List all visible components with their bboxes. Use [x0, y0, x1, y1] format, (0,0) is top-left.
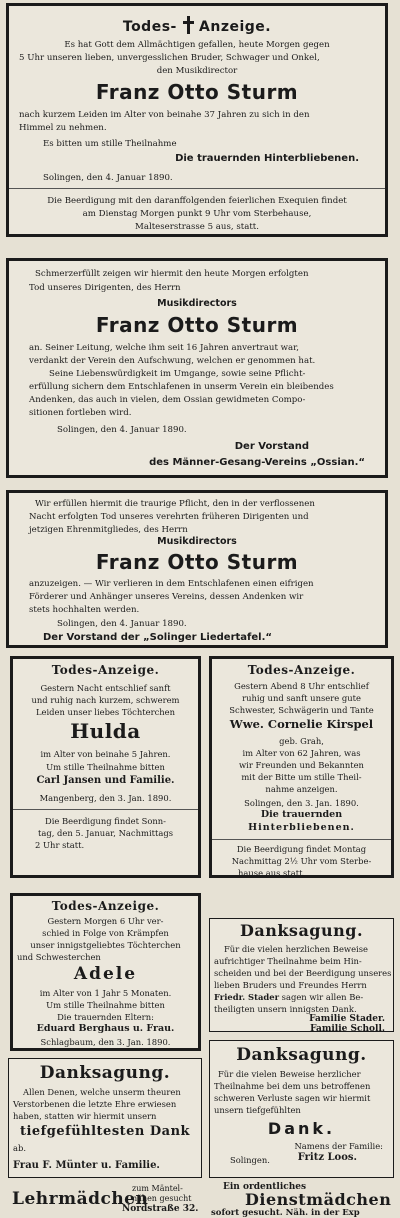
text-line: Theilnahme bei dem uns betroffenen	[214, 1081, 371, 1091]
signature: Frau F. Münter u. Familie.	[13, 1160, 160, 1171]
notice-death-announcement-ossian	[6, 258, 388, 478]
notice-thanks-muenter	[8, 1058, 202, 1178]
text-line: scheiden und bei der Beerdigung unseres	[214, 968, 392, 978]
text-line: nahme anzeigen.	[265, 784, 338, 794]
text-line	[214, 992, 363, 1003]
text-line: Allen Denen, welche unserm theuren	[23, 1087, 181, 1097]
text-line: nähen gesucht	[132, 1194, 192, 1203]
divider	[212, 839, 391, 840]
deceased-name: Franz Otto Sturm	[95, 550, 299, 574]
signature: Fritz Loos.	[297, 1152, 357, 1163]
notice-death-hulda	[10, 656, 201, 878]
notice-heading: Danksagung.	[39, 1063, 171, 1083]
text-line: Gestern Morgen 6 Uhr ver-	[47, 916, 164, 926]
text-line: Tod unseres Dirigenten, des Herrn	[29, 283, 181, 293]
place-date: Solingen, den 4. Januar 1890.	[43, 173, 173, 183]
heading-right: Anzeige.	[199, 19, 272, 35]
text-line: aufrichtiger Theilnahme beim Hin-	[214, 956, 362, 966]
signature: Hinterbliebenen.	[248, 822, 355, 833]
signature: Familie Stader.	[309, 1014, 385, 1024]
text-line: im Alter von 62 Jahren, was	[242, 748, 361, 758]
text-line: stets hochhalten werden.	[29, 605, 140, 615]
address: Nordstraße 32.	[122, 1204, 199, 1214]
text-line: ruhig und sanft unsere gute	[242, 693, 361, 703]
place-date: Schlagbaum, den 3. Jan. 1890.	[40, 1037, 171, 1047]
text-line: Gestern Nacht entschlief sanft	[40, 683, 171, 693]
text-line: zum Mäntel-	[132, 1184, 183, 1193]
text-line: schweren Verluste sagen wir hiermit	[214, 1093, 371, 1103]
emphasis: Dank.	[267, 1119, 336, 1138]
text-line: und ruhig nach kurzem, schwerem	[31, 695, 180, 705]
text-line: Nachmittag 2½ Uhr vom Sterbe-	[231, 856, 372, 866]
text-line: Leiden unser liebes Töchterchen	[35, 707, 176, 717]
notice-death-adele	[10, 893, 201, 1051]
text-line: Für die vielen herzlichen Beweise	[224, 944, 368, 954]
notice-heading: Lehrmädchen	[12, 1189, 149, 1209]
signature: Der Vorstand der „Solinger Liedertafel.“	[43, 632, 272, 643]
deceased-name: Wwe. Cornelie Kirspel	[229, 717, 374, 731]
text-line: erfüllung sichern dem Entschlafenen in unserm Verein ein bleibendes	[29, 382, 334, 392]
notice-heading: Todes-Anzeige.	[51, 899, 160, 913]
notice-death-kirspel	[209, 656, 394, 878]
deceased-name: Franz Otto Sturm	[95, 313, 299, 337]
title: Musikdirectors	[157, 536, 237, 547]
notice-heading: Danksagung.	[236, 1045, 367, 1065]
deceased-name: Franz Otto Sturm	[95, 80, 299, 104]
text-line: und Schwesterchen	[17, 952, 101, 962]
text-line: Schmerzerfüllt zeigen wir hiermit den heute Morgen erfolgten	[35, 269, 309, 279]
notice-heading: Todes-Anzeige.	[247, 663, 356, 677]
place-date: Solingen, den 4. Januar 1890.	[57, 425, 187, 435]
text-line: jetzigen Ehrenmitgliedes, des Herrn	[29, 525, 188, 535]
text-line: Es hat Gott dem Allmächtigen gefallen, heute Morgen gegen	[64, 40, 330, 50]
text-line: Um stille Theilnahme bitten	[46, 1000, 165, 1010]
signature: des Männer-Gesang-Vereins „Ossian.“	[149, 457, 365, 468]
notice-thanks-loos	[209, 1040, 394, 1178]
notice-heading: Dienstmädchen	[245, 1190, 392, 1209]
text-line: mit der Bitte um stille Theil-	[241, 772, 362, 782]
text: sagen wir allen Be-	[281, 992, 364, 1002]
text-line: an. Seiner Leitung, welche ihm seit 16 Jahren anvertraut war,	[29, 343, 299, 353]
text-line: Seine Liebenswürdigkeit im Umgange, sowie seine Pflicht-	[49, 369, 306, 379]
cross-icon	[183, 16, 193, 34]
notice-wanted-apprentice	[8, 1182, 204, 1216]
text-line: tag, den 5. Januar, Nachmittags	[37, 828, 174, 838]
notice-death-announcement-liedertafel	[6, 490, 388, 648]
text-line: den Musikdirector	[156, 66, 238, 76]
place-date: Mangenberg, den 3. Jan. 1890.	[39, 793, 172, 803]
deceased-name: Adele	[73, 964, 138, 984]
text-line: Gestern Abend 8 Uhr entschlief	[234, 681, 369, 691]
place: Solingen.	[230, 1155, 270, 1165]
text-line: Verstorbenen die letzte Ehre erwiesen	[13, 1099, 177, 1109]
text-line: lieben Bruders und Freundes Herrn	[214, 980, 367, 990]
text-line: anzuzeigen. — Wir verlieren in dem Entschlafenen einen eifrigen	[29, 579, 314, 589]
text-line: verdankt der Verein den Aufschwung, welchen er genommen hat.	[29, 356, 316, 366]
text-line: nach kurzem Leiden im Alter von beinahe 37 Jahren zu sich in den	[19, 110, 310, 120]
text-line: schied in Folge von Krämpfen	[42, 928, 169, 938]
signature: Die trauernden	[260, 809, 343, 820]
divider	[9, 188, 385, 189]
text-line: Die trauernden Eltern:	[57, 1012, 154, 1022]
text-line: am Dienstag Morgen punkt 9 Uhr vom Sterbehause,	[82, 209, 312, 219]
notice-wanted-maid	[209, 1182, 400, 1216]
text-line: unsern tiefgefühlten	[214, 1105, 301, 1115]
emphasis: tiefgefühltesten Dank	[19, 1124, 191, 1139]
divider	[13, 809, 198, 810]
text-line: Wir erfüllen hiermit die traurige Pflicht, den in der verflossenen	[35, 499, 315, 509]
text-line: Nacht erfolgten Tod unseres verehrten früheren Dirigenten und	[29, 512, 309, 522]
notice-death-announcement-family	[6, 3, 388, 237]
name: Friedr. Stader	[214, 992, 279, 1002]
text-line: theiligten unsern innigsten Dank.	[214, 1004, 357, 1014]
text-line: Namens der Familie:	[294, 1141, 383, 1151]
deceased-name: Hulda	[70, 719, 141, 743]
text-line: haben, statten wir hiermit unsern	[13, 1111, 157, 1121]
text-line: Ein ordentliches	[223, 1182, 307, 1192]
text-line: Um stille Theilnahme bitten	[46, 762, 165, 772]
signature: Der Vorstand	[234, 441, 309, 452]
text-line: Schwester, Schwägerin und Tante	[229, 705, 374, 715]
text-line: Die Beerdigung mit den daranffolgenden feierlichen Exequien findet	[47, 196, 347, 206]
notice-heading: Todes-Anzeige.	[51, 663, 160, 677]
text-line: ab.	[13, 1143, 27, 1153]
text-line: Für die vielen Beweise herzlicher	[218, 1069, 361, 1079]
text-line: Himmel zu nehmen.	[19, 123, 107, 133]
signature: Carl Jansen und Familie.	[36, 775, 175, 786]
notice-heading	[9, 16, 385, 34]
text-line: im Alter von beinahe 5 Jahren.	[40, 749, 171, 759]
signature: Eduard Berghaus u. Frau.	[36, 1023, 175, 1034]
text-line: Es bitten um stille Theilnahme	[43, 139, 177, 149]
text-line: Förderer und Anhänger unseres Vereins, dessen Andenken wir	[29, 592, 304, 602]
text-line: sitionen fortleben wird.	[29, 408, 132, 418]
text-line: 5 Uhr unseren lieben, unvergesslichen Bruder, Schwager und Onkel,	[19, 53, 320, 63]
heading-left: Todes-	[122, 19, 177, 35]
notice-thanks-stader	[209, 918, 394, 1032]
place-date: Solingen, den 3. Jan. 1890.	[244, 798, 359, 808]
title: Musikdirectors	[157, 298, 237, 309]
text-line: hause aus statt.	[238, 868, 306, 878]
signature: Die trauernden Hinterbliebenen.	[175, 153, 359, 164]
text-line: im Alter von 1 Jahr 5 Monaten.	[39, 988, 172, 998]
notice-heading: Danksagung.	[239, 921, 364, 940]
text-line: Andenken, das auch in vielen, dem Ossian gewidmeten Compo-	[29, 395, 306, 405]
text-line: Malteserstrasse 5 aus, statt.	[135, 222, 259, 232]
text-line: unser innigstgeliebtes Töchterchen	[30, 940, 181, 950]
text-line: geb. Grah,	[279, 736, 324, 746]
text-line: 2 Uhr statt.	[35, 840, 85, 850]
text-line: Die Beerdigung findet Montag	[236, 844, 367, 854]
text-line: wir Freunden und Bekannten	[239, 760, 364, 770]
place-date: Solingen, den 4. Januar 1890.	[57, 619, 187, 629]
signature: Familie Scholl.	[310, 1024, 385, 1034]
text-line: sofort gesucht. Näh. in der Exp	[211, 1208, 360, 1218]
text-line: Die Beerdigung findet Sonn-	[44, 816, 167, 826]
